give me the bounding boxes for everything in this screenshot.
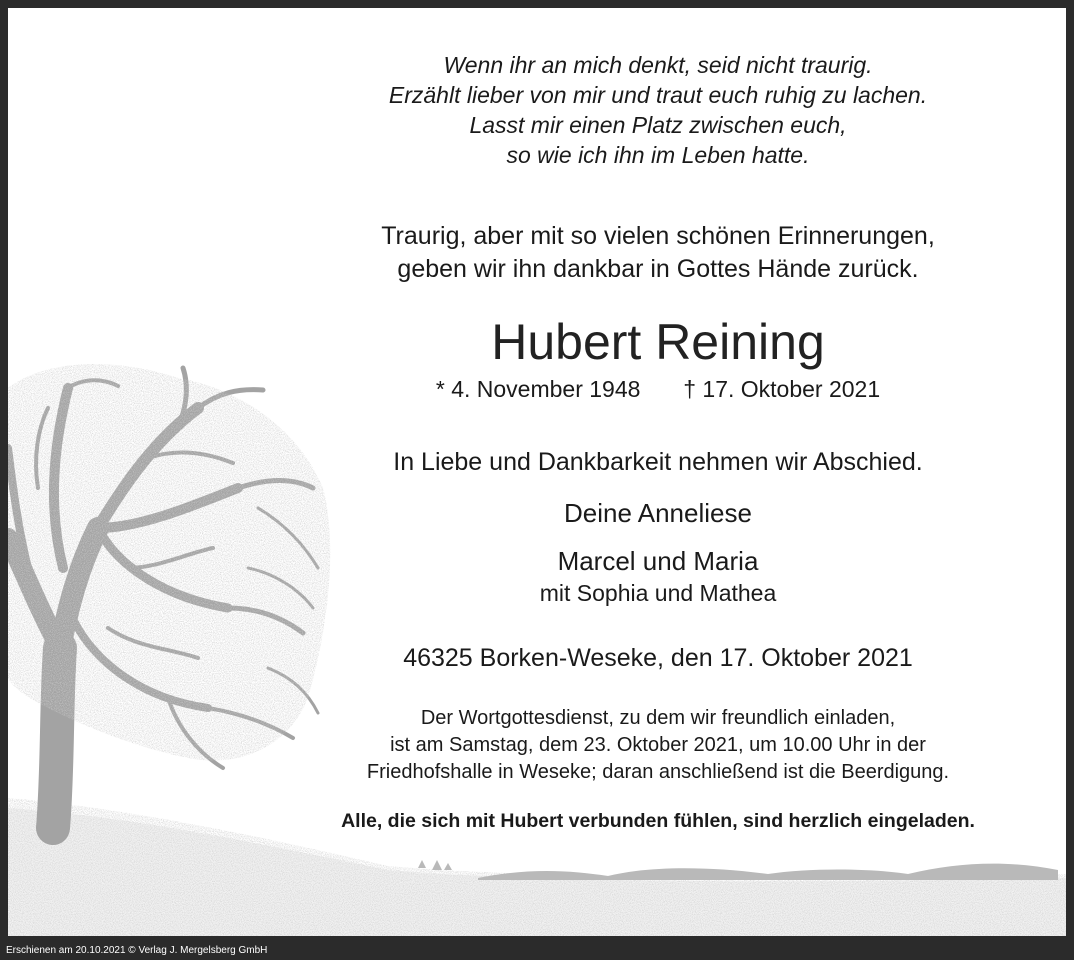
birth-date: * 4. November 1948 bbox=[435, 376, 641, 402]
farewell-text: In Liebe und Dankbarkeit nehmen wir Abschied. bbox=[393, 448, 923, 476]
obituary-notice bbox=[8, 8, 1066, 936]
service-line: Friedhofshalle in Weseke; daran anschließend ist die Beerdigung. bbox=[366, 761, 950, 783]
memorial-poem bbox=[258, 50, 1058, 170]
poem-line: Wenn ihr an mich denkt, seid nicht traurig. bbox=[443, 52, 873, 78]
poem-line: Lasst mir einen Platz zwischen euch, bbox=[469, 112, 847, 138]
lead-line: geben wir ihn dankbar in Gottes Hände zurück. bbox=[397, 255, 919, 283]
mourner-children: Marcel und Maria bbox=[557, 546, 759, 576]
lead-text bbox=[258, 220, 1058, 286]
place-and-date: 46325 Borken-Weseke, den 17. Oktober 2021 bbox=[403, 644, 913, 672]
service-line: Der Wortgottesdienst, zu dem wir freundlich einladen, bbox=[420, 707, 896, 729]
lead-line: Traurig, aber mit so vielen schönen Erinnerungen, bbox=[381, 222, 935, 250]
service-line: ist am Samstag, dem 23. Oktober 2021, um 10.00 Uhr in der bbox=[390, 734, 926, 756]
funeral-service-info bbox=[258, 705, 1058, 786]
invitation-text: Alle, die sich mit Hubert verbunden fühlen, sind herzlich eingeladen. bbox=[341, 810, 975, 832]
publication-footer: Erschienen am 20.10.2021 © Verlag J. Mergelsberg GmbH bbox=[6, 945, 268, 956]
distant-hills bbox=[418, 860, 1058, 880]
life-dates bbox=[258, 375, 1058, 403]
poem-line: so wie ich ihn im Leben hatte. bbox=[506, 142, 810, 168]
poem-line: Erzählt lieber von mir und traut euch ruhig zu lachen. bbox=[388, 82, 928, 108]
deceased-name: Hubert Reining bbox=[491, 314, 825, 370]
mourner-spouse: Deine Anneliese bbox=[564, 498, 752, 528]
mourner-grandchildren: mit Sophia und Mathea bbox=[539, 580, 777, 606]
death-date: † 17. Oktober 2021 bbox=[683, 376, 881, 402]
